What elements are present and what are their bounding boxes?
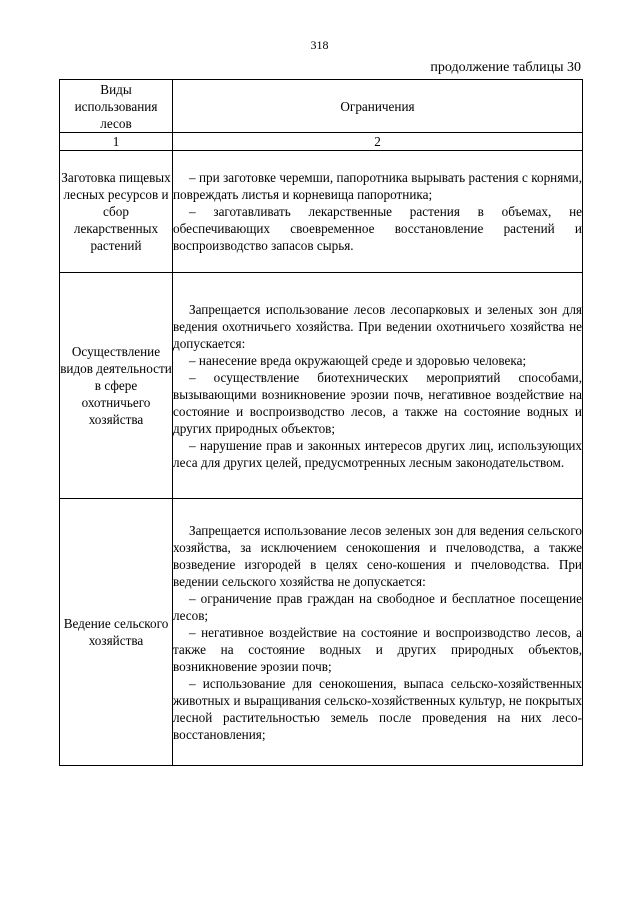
row-restrictions xyxy=(173,151,583,273)
row-type-label: Осуществление видов деятельности в сфере охотничьего хозяйства xyxy=(60,273,173,499)
row-restrictions xyxy=(173,273,583,499)
row-type-label: Ведение сельского хозяйства xyxy=(60,499,173,766)
restriction-paragraph: – использование для сенокошения, выпаса сельско-хозяйственных животных и выращивания сельско-хозяйственных культур, не покрытых лесной растительностью земель после проведения на них лесо-восстановления; xyxy=(173,675,582,742)
restriction-paragraph: – ограничение прав граждан на свободное и бесплатное посещение лесов; xyxy=(173,590,582,623)
column-number-2: 2 xyxy=(173,133,583,151)
table-header-row xyxy=(60,80,583,133)
restriction-paragraph: – заготавливать лекарственные растения в объемах, не обеспечивающих своевременное восстановление растений и воспроизводство запасов сырья. xyxy=(173,204,582,253)
header-forest-use-types: Виды использования лесов xyxy=(60,80,173,133)
restriction-paragraph: – негативное воздействие на состояние и воспроизводство лесов, а также на состояние водных и других природных объектов, возникновение эрозии почв; xyxy=(173,624,582,674)
header-restrictions: Ограничения xyxy=(173,80,583,133)
column-number-row xyxy=(60,133,583,151)
table-row xyxy=(60,499,583,766)
restriction-paragraph: Запрещается использование лесов зеленых зон для ведения сельского хозяйства, за исключением сенокошения и пчеловодства, а также возведение изгородей в целях сено-кошения и пчеловодства. При ведении сельского хозяйства не допускается: xyxy=(173,522,582,589)
page-number: 318 xyxy=(310,38,329,52)
table-row xyxy=(60,273,583,499)
row-restrictions xyxy=(173,499,583,766)
restriction-paragraph: – при заготовке черемши, папоротника вырывать растения с корнями, повреждать листья и корневища папоротника; xyxy=(173,170,582,202)
restriction-paragraph: Запрещается использование лесов лесопарковых и зеленых зон для ведения охотничьего хозяйства. При ведении охотничьего хозяйства не допускается: xyxy=(173,301,582,351)
table-continuation-label: продолжение таблицы 30 xyxy=(430,60,581,75)
column-number-1: 1 xyxy=(60,133,173,151)
restriction-paragraph: – нарушение прав и законных интересов других лиц, использующих леса для других целей, предусмотренных лесным законодательством. xyxy=(173,437,582,470)
restrictions-table xyxy=(59,79,583,766)
table-row xyxy=(60,151,583,273)
restriction-paragraph: – осуществление биотехнических мероприятий способами, вызывающими возникновение эрозии почв, негативное воздействие на состояние и воспроизводство лесов, а также на состояние водных и других природных объектов; xyxy=(173,369,582,436)
row-type-label: Заготовка пищевых лесных ресурсов и сбор лекарственных растений xyxy=(60,151,173,273)
restriction-paragraph: – нанесение вреда окружающей среде и здоровью человека; xyxy=(189,352,527,368)
